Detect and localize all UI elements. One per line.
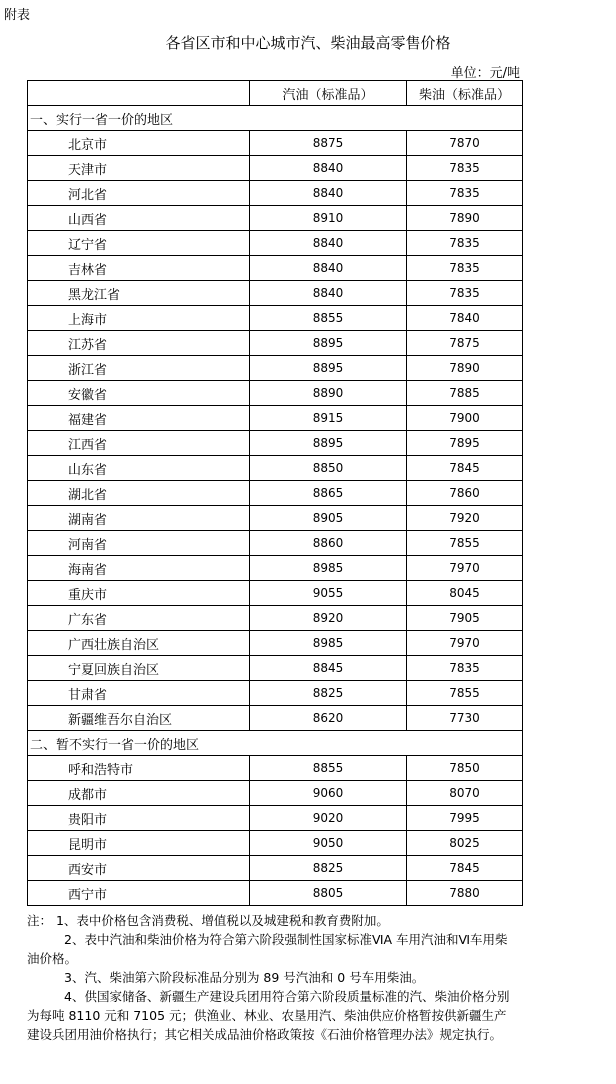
table-row xyxy=(28,331,523,356)
table-row xyxy=(28,881,523,906)
table-row xyxy=(28,681,523,706)
price-table xyxy=(27,80,523,906)
region-name: 昆明市 xyxy=(28,831,250,856)
region-name: 重庆市 xyxy=(28,581,250,606)
table-row xyxy=(28,156,523,181)
gasoline-price: 8840 xyxy=(250,256,407,281)
table-row xyxy=(28,231,523,256)
diesel-price: 7880 xyxy=(407,881,523,906)
table-row xyxy=(28,531,523,556)
gasoline-price: 8825 xyxy=(250,856,407,881)
diesel-price: 7870 xyxy=(407,131,523,156)
table-row xyxy=(28,306,523,331)
region-name: 贵阳市 xyxy=(28,806,250,831)
gasoline-price: 8910 xyxy=(250,206,407,231)
diesel-price: 7845 xyxy=(407,856,523,881)
region-name: 河南省 xyxy=(28,531,250,556)
diesel-price: 7885 xyxy=(407,381,523,406)
table-row xyxy=(28,131,523,156)
header-cell-diesel: 柴油（标准品） xyxy=(407,81,523,106)
region-name: 西宁市 xyxy=(28,881,250,906)
diesel-price: 7840 xyxy=(407,306,523,331)
table-row xyxy=(28,756,523,781)
gasoline-price: 8895 xyxy=(250,431,407,456)
region-name: 江苏省 xyxy=(28,331,250,356)
diesel-price: 7835 xyxy=(407,281,523,306)
unit-label: 单位：元/吨 xyxy=(450,66,520,81)
diesel-price: 7835 xyxy=(407,231,523,256)
diesel-price: 8070 xyxy=(407,781,523,806)
gasoline-price: 9020 xyxy=(250,806,407,831)
gasoline-price: 8845 xyxy=(250,656,407,681)
diesel-price: 8045 xyxy=(407,581,523,606)
table-row xyxy=(28,631,523,656)
table-row xyxy=(28,706,523,731)
gasoline-price: 8840 xyxy=(250,181,407,206)
region-name: 新疆维吾尔自治区 xyxy=(28,706,250,731)
gasoline-price: 9060 xyxy=(250,781,407,806)
gasoline-price: 8805 xyxy=(250,881,407,906)
region-name: 吉林省 xyxy=(28,256,250,281)
diesel-price: 7970 xyxy=(407,631,523,656)
gasoline-price: 8985 xyxy=(250,631,407,656)
diesel-price: 7995 xyxy=(407,806,523,831)
region-name: 成都市 xyxy=(28,781,250,806)
diesel-price: 7835 xyxy=(407,181,523,206)
table-row xyxy=(28,256,523,281)
diesel-price: 7890 xyxy=(407,206,523,231)
diesel-price: 7875 xyxy=(407,331,523,356)
section-heading: 一、实行一省一价的地区 xyxy=(28,106,523,131)
diesel-price: 7970 xyxy=(407,556,523,581)
region-name: 江西省 xyxy=(28,431,250,456)
table-row xyxy=(28,856,523,881)
region-name: 山东省 xyxy=(28,456,250,481)
gasoline-price: 8840 xyxy=(250,231,407,256)
table-row xyxy=(28,381,523,406)
table-row xyxy=(28,831,523,856)
note-4: 4、供国家储备、新疆生产建设兵团用符合第六阶段质量标准的汽、柴油价格分别为每吨 8110 元和 7105 元；供渔业、林业、农垦用汽、柴油供应价格暂按供新疆生产建设兵团用油价格执行；其它相关成品油价格政策按《石油价格管理办法》规定执行。 xyxy=(27,989,510,1042)
gasoline-price: 8915 xyxy=(250,406,407,431)
table-row xyxy=(28,656,523,681)
table-row xyxy=(28,406,523,431)
region-name: 河北省 xyxy=(28,181,250,206)
note-2: 2、表中汽油和柴油价格为符合第六阶段强制性国家标准ⅥA 车用汽油和Ⅵ车用柴油价格。 xyxy=(27,932,508,966)
region-name: 广西壮族自治区 xyxy=(28,631,250,656)
region-name: 湖南省 xyxy=(28,506,250,531)
gasoline-price: 8855 xyxy=(250,756,407,781)
table-row xyxy=(28,431,523,456)
region-name: 福建省 xyxy=(28,406,250,431)
diesel-price: 8025 xyxy=(407,831,523,856)
table-row xyxy=(28,506,523,531)
section-heading: 二、暂不实行一省一价的地区 xyxy=(28,731,523,756)
gasoline-price: 8840 xyxy=(250,281,407,306)
region-name: 海南省 xyxy=(28,556,250,581)
region-name: 广东省 xyxy=(28,606,250,631)
section-row xyxy=(28,731,523,756)
table-row xyxy=(28,556,523,581)
gasoline-price: 8840 xyxy=(250,156,407,181)
region-name: 西安市 xyxy=(28,856,250,881)
region-name: 上海市 xyxy=(28,306,250,331)
note-1: 注： 1、表中价格包含消费税、增值税以及城建税和教育费附加。 xyxy=(27,913,389,928)
diesel-price: 7730 xyxy=(407,706,523,731)
diesel-price: 7835 xyxy=(407,156,523,181)
table-header-row xyxy=(28,81,523,106)
table-row xyxy=(28,581,523,606)
diesel-price: 7855 xyxy=(407,531,523,556)
region-name: 呼和浩特市 xyxy=(28,756,250,781)
note-3: 3、汽、柴油第六阶段标准品分别为 89 号汽油和 0 号车用柴油。 xyxy=(64,970,425,985)
gasoline-price: 8620 xyxy=(250,706,407,731)
region-name: 黑龙江省 xyxy=(28,281,250,306)
gasoline-price: 8890 xyxy=(250,381,407,406)
diesel-price: 7860 xyxy=(407,481,523,506)
page-title: 各省区市和中心城市汽、柴油最高零售价格 xyxy=(165,34,451,52)
gasoline-price: 8850 xyxy=(250,456,407,481)
region-name: 安徽省 xyxy=(28,381,250,406)
table-row xyxy=(28,481,523,506)
diesel-price: 7905 xyxy=(407,606,523,631)
gasoline-price: 8895 xyxy=(250,331,407,356)
table-row xyxy=(28,781,523,806)
region-name: 甘肃省 xyxy=(28,681,250,706)
diesel-price: 7855 xyxy=(407,681,523,706)
gasoline-price: 8860 xyxy=(250,531,407,556)
region-name: 湖北省 xyxy=(28,481,250,506)
diesel-price: 7900 xyxy=(407,406,523,431)
gasoline-price: 9055 xyxy=(250,581,407,606)
diesel-price: 7920 xyxy=(407,506,523,531)
gasoline-price: 8905 xyxy=(250,506,407,531)
header-cell-gasoline: 汽油（标准品） xyxy=(250,81,407,106)
table-row xyxy=(28,206,523,231)
section-row xyxy=(28,106,523,131)
region-name: 浙江省 xyxy=(28,356,250,381)
gasoline-price: 9050 xyxy=(250,831,407,856)
table-row xyxy=(28,181,523,206)
diesel-price: 7895 xyxy=(407,431,523,456)
diesel-price: 7845 xyxy=(407,456,523,481)
gasoline-price: 8855 xyxy=(250,306,407,331)
attachment-label: 附表 xyxy=(4,8,31,23)
region-name: 山西省 xyxy=(28,206,250,231)
header-cell-region xyxy=(28,81,250,106)
table-row xyxy=(28,281,523,306)
diesel-price: 7890 xyxy=(407,356,523,381)
table-row xyxy=(28,606,523,631)
diesel-price: 7835 xyxy=(407,656,523,681)
diesel-price: 7835 xyxy=(407,256,523,281)
region-name: 天津市 xyxy=(28,156,250,181)
region-name: 辽宁省 xyxy=(28,231,250,256)
gasoline-price: 8825 xyxy=(250,681,407,706)
diesel-price: 7850 xyxy=(407,756,523,781)
gasoline-price: 8875 xyxy=(250,131,407,156)
gasoline-price: 8895 xyxy=(250,356,407,381)
gasoline-price: 8920 xyxy=(250,606,407,631)
table-row xyxy=(28,356,523,381)
gasoline-price: 8865 xyxy=(250,481,407,506)
region-name: 宁夏回族自治区 xyxy=(28,656,250,681)
gasoline-price: 8985 xyxy=(250,556,407,581)
table-row xyxy=(28,456,523,481)
table-row xyxy=(28,806,523,831)
notes-section xyxy=(27,911,519,1044)
region-name: 北京市 xyxy=(28,131,250,156)
